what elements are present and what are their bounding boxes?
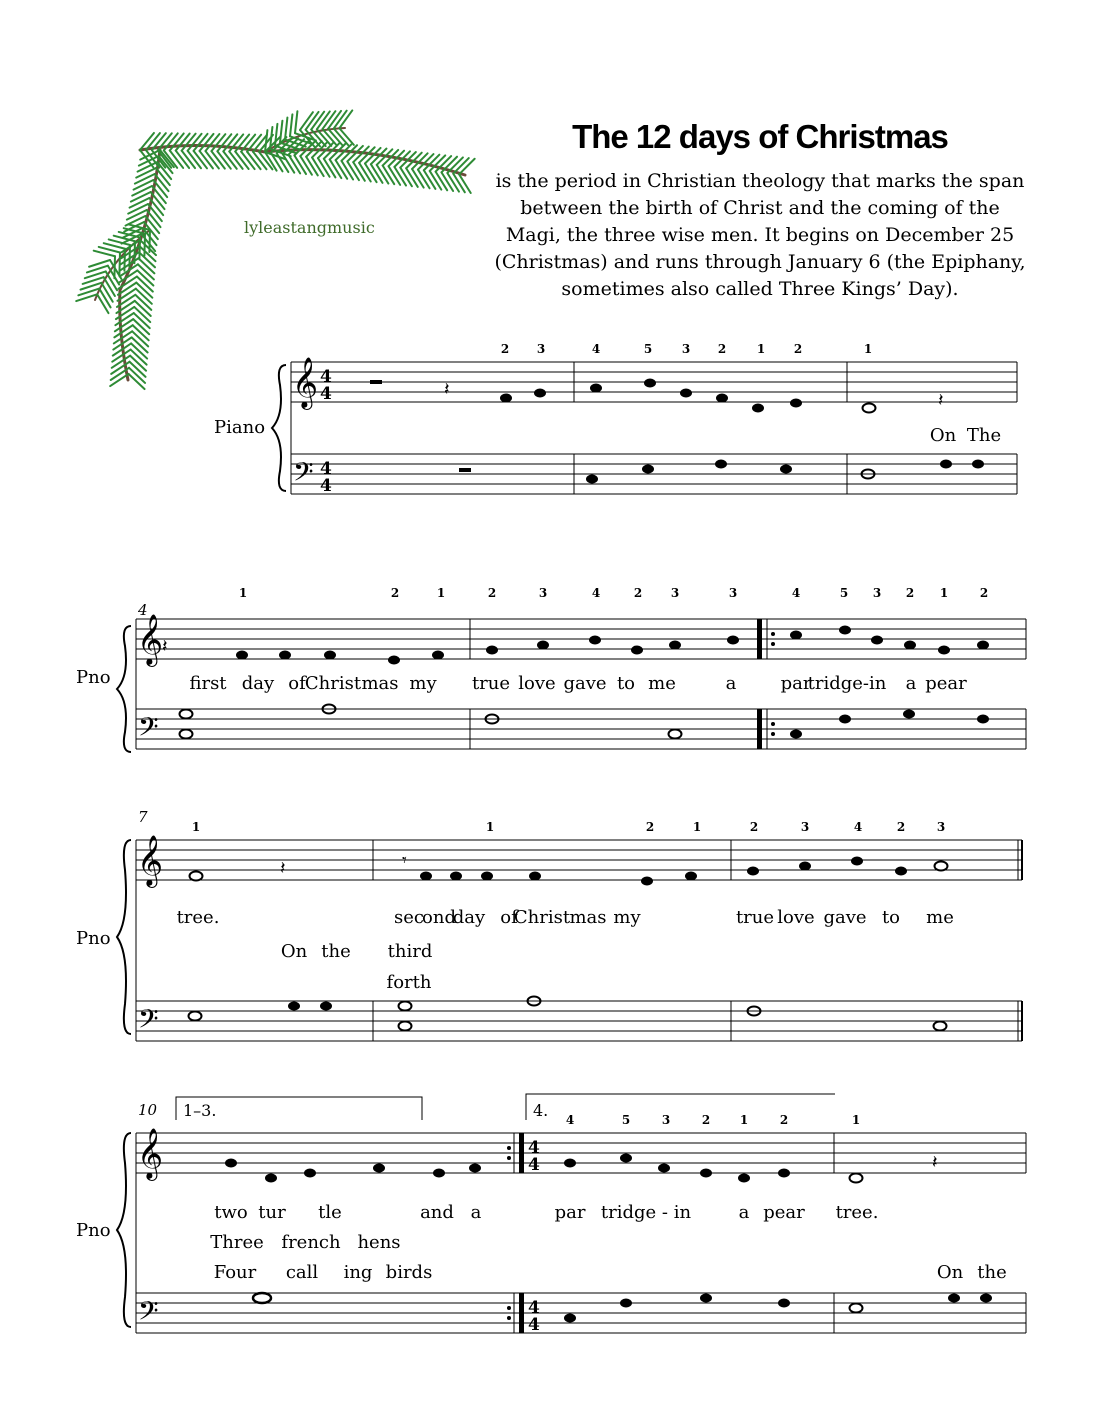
- treble-clef-icon: 𝄞: [292, 357, 319, 408]
- lyric: On: [929, 425, 957, 446]
- lyric: a: [738, 1202, 750, 1223]
- fingering: 1: [851, 1113, 861, 1127]
- lyric: gave: [563, 673, 607, 694]
- fingering: 1: [739, 1113, 749, 1127]
- lyric: forth: [386, 972, 432, 993]
- pine-needle: [136, 168, 156, 178]
- lyric: a: [725, 673, 737, 694]
- pine-needle: [400, 168, 412, 187]
- svg-text:4: 4: [528, 1298, 540, 1318]
- fingering: 1: [863, 342, 873, 356]
- pine-needle: [294, 155, 306, 174]
- fingering: 5: [839, 586, 849, 600]
- pine-needle: [289, 155, 301, 174]
- fingering: 2: [500, 342, 510, 356]
- pine-needle: [389, 166, 401, 185]
- lyric: birds: [385, 1262, 433, 1283]
- pine-needle: [139, 238, 140, 260]
- fingering: 4: [791, 586, 801, 600]
- lyric: call: [285, 1262, 319, 1283]
- pine-needle: [430, 171, 442, 190]
- pine-needle: [135, 174, 155, 184]
- pine-needle: [290, 114, 292, 136]
- pine-needle: [147, 210, 161, 227]
- fingering: 1: [238, 586, 248, 600]
- fingering: 3: [872, 586, 882, 600]
- fingering: 2: [645, 820, 655, 834]
- fingering: 4: [853, 820, 863, 834]
- lyric: ond: [422, 907, 456, 928]
- volta-1-label: 1–3.: [183, 1101, 217, 1120]
- lyric: par: [780, 673, 812, 694]
- lyric: On: [936, 1262, 964, 1283]
- pine-needle: [406, 168, 418, 187]
- lyric: hens: [357, 1232, 401, 1253]
- pine-needle: [447, 173, 459, 192]
- pine-needle: [130, 198, 150, 208]
- svg-text:𝄽: 𝄽: [932, 1152, 938, 1173]
- svg-text:4: 4: [320, 459, 332, 479]
- lyric: a: [905, 673, 917, 694]
- fingering: 1: [756, 342, 766, 356]
- fingering: 1: [436, 586, 446, 600]
- lyric: to: [881, 907, 901, 928]
- page-title: The 12 days of Christmas: [572, 118, 948, 155]
- pine-needle: [124, 249, 125, 271]
- notes: [500, 379, 984, 484]
- lyric: french: [281, 1232, 341, 1253]
- fingering: 1: [191, 820, 201, 834]
- branding-text: lyleastangmusic: [244, 218, 375, 237]
- lyric: mas: [361, 673, 399, 694]
- fingering: 2: [390, 586, 400, 600]
- lyric: sec: [394, 907, 424, 928]
- pine-needle: [119, 253, 120, 275]
- lyric: love: [518, 673, 556, 694]
- lyric: pear: [763, 1202, 805, 1223]
- svg-text:4: 4: [528, 1138, 540, 1158]
- pine-branch-image: [76, 110, 474, 389]
- lyric: me: [648, 673, 676, 694]
- fingering: 5: [643, 342, 653, 356]
- fingering: 3: [681, 342, 691, 356]
- pine-needle: [371, 164, 383, 183]
- lyric: to: [616, 673, 636, 694]
- pine-needle: [365, 164, 377, 183]
- fingering: 3: [936, 820, 946, 834]
- lyric: love: [777, 907, 815, 928]
- svg-text:𝄽: 𝄽: [444, 379, 450, 400]
- lyric: my: [409, 673, 437, 694]
- lyric: pear: [925, 673, 967, 694]
- pine-needle: [156, 168, 170, 185]
- fingering: 3: [728, 586, 738, 600]
- fingering: 1: [692, 820, 702, 834]
- pine-needle: [283, 154, 295, 173]
- pine-needle: [330, 159, 342, 178]
- fingering: 2: [487, 586, 497, 600]
- svg-text:4: 4: [528, 1155, 540, 1175]
- pine-needle: [412, 169, 424, 188]
- pine-needle: [441, 172, 453, 191]
- time-signature: 4: [320, 367, 332, 387]
- pine-needle: [341, 161, 353, 180]
- pine-needle: [383, 166, 395, 185]
- pine-needle: [115, 319, 133, 331]
- pine-needle: [285, 118, 287, 140]
- pine-needle: [280, 121, 282, 143]
- bass-clef-icon: 𝄢: [293, 456, 314, 494]
- fingering: 1: [939, 586, 949, 600]
- pine-needle: [112, 356, 130, 368]
- pine-needle: [347, 161, 359, 180]
- instrument-label: Pno: [76, 928, 111, 949]
- fingering: 2: [896, 820, 906, 834]
- lyric: of: [288, 673, 306, 694]
- fingering: 4: [591, 342, 601, 356]
- fingering: 2: [701, 1113, 711, 1127]
- pine-needle: [144, 234, 145, 256]
- pine-needle: [153, 180, 167, 197]
- fingering: 2: [979, 586, 989, 600]
- pine-needle: [127, 210, 147, 220]
- lyric: day: [452, 907, 486, 928]
- fingering: 5: [621, 1113, 631, 1127]
- pine-needle: [306, 157, 318, 176]
- pine-needle: [129, 245, 130, 267]
- lyric: mas: [569, 907, 607, 928]
- lyric: two: [214, 1202, 248, 1223]
- pine-needle: [148, 204, 162, 221]
- fingering: 3: [800, 820, 810, 834]
- lyric: gave: [823, 907, 867, 928]
- lyric: ing: [343, 1262, 373, 1283]
- pine-needle: [377, 165, 389, 184]
- lyric: true: [471, 673, 511, 694]
- pine-needle: [114, 325, 132, 337]
- measure-number: 7: [138, 808, 148, 826]
- pine-needle: [295, 111, 297, 133]
- lyric: tur: [258, 1202, 286, 1223]
- volta-2-label: 4.: [533, 1101, 549, 1120]
- pine-needle: [128, 204, 148, 214]
- system-1: [214, 357, 1017, 496]
- fingering: 3: [538, 586, 548, 600]
- pine-needle: [131, 192, 151, 202]
- pine-needle: [97, 294, 108, 313]
- svg-text:𝄞: 𝄞: [137, 614, 164, 665]
- pine-needle: [138, 162, 158, 172]
- lyric: first: [189, 673, 227, 694]
- pine-needle: [108, 266, 119, 285]
- pine-needle: [94, 251, 115, 257]
- pine-needle: [336, 160, 348, 179]
- svg-text:𝄢: 𝄢: [138, 1003, 159, 1041]
- lyric: the: [977, 1262, 1007, 1283]
- measure-number: 10: [138, 1101, 158, 1119]
- fingering: 3: [536, 342, 546, 356]
- fingering: 2: [749, 820, 759, 834]
- fingering: 4: [565, 1113, 575, 1127]
- svg-text:𝄽: 𝄽: [162, 636, 168, 657]
- svg-text:𝄢: 𝄢: [138, 1295, 159, 1333]
- pine-needle: [300, 156, 312, 175]
- pine-needle: [459, 174, 471, 193]
- lyric: tree.: [835, 1202, 879, 1223]
- svg-text:𝄞: 𝄞: [137, 835, 164, 886]
- instrument-label: Piano: [214, 417, 266, 438]
- pine-needle: [436, 172, 448, 191]
- brace: [272, 365, 286, 491]
- lyric: the: [321, 941, 351, 962]
- lyric: a: [470, 1202, 482, 1223]
- fingering: 1: [485, 820, 495, 834]
- lyric: day: [241, 673, 275, 694]
- pine-needle: [424, 170, 436, 189]
- lyric: of: [500, 907, 518, 928]
- lyric: tridge - in: [600, 1202, 692, 1223]
- lyric: third: [387, 941, 433, 962]
- pine-needle: [359, 163, 371, 182]
- pine-needle: [312, 157, 324, 176]
- lyric: tree.: [176, 907, 220, 928]
- fingering: 2: [779, 1113, 789, 1127]
- pine-needle: [149, 230, 150, 252]
- fingering: 2: [633, 586, 643, 600]
- svg-text:4: 4: [528, 1315, 540, 1335]
- pine-needle: [99, 247, 120, 253]
- fingering: 4: [591, 586, 601, 600]
- pine-needle: [149, 198, 163, 215]
- measure-number: 4: [138, 601, 148, 619]
- svg-text:𝄽: 𝄽: [280, 858, 286, 879]
- svg-text:𝄾: 𝄾: [402, 850, 407, 871]
- pine-needle: [132, 186, 152, 196]
- fingering: 2: [905, 586, 915, 600]
- lyric: and: [420, 1202, 454, 1223]
- lyric: The: [966, 425, 1002, 446]
- fingering: 2: [793, 342, 803, 356]
- pine-needle: [453, 174, 465, 193]
- fingering: 2: [717, 342, 727, 356]
- lyric: Four: [213, 1262, 257, 1283]
- fingering: 3: [661, 1113, 671, 1127]
- svg-text:𝄽: 𝄽: [938, 390, 944, 411]
- lyric: par: [554, 1202, 586, 1223]
- instrument-label: Pno: [76, 1220, 111, 1241]
- fingering: 3: [670, 586, 680, 600]
- pine-needle: [155, 174, 169, 191]
- pine-needle: [110, 374, 128, 386]
- svg-text:4: 4: [320, 384, 332, 404]
- pine-needle: [104, 277, 115, 296]
- pine-needle: [418, 170, 430, 189]
- pine-needle: [324, 159, 336, 178]
- pine-needle: [275, 124, 277, 146]
- lyric: Three: [210, 1232, 264, 1253]
- svg-text:𝄞: 𝄞: [137, 1128, 164, 1179]
- pine-needle: [99, 289, 110, 308]
- pine-needle: [134, 180, 154, 190]
- pine-needle: [101, 283, 112, 302]
- lyric: Christ: [304, 673, 362, 694]
- pine-needle: [145, 216, 159, 233]
- lyric: tridge-in: [807, 673, 887, 694]
- pine-needle: [119, 232, 140, 238]
- lyric: my: [613, 907, 641, 928]
- pine-needle: [134, 241, 135, 263]
- pine-needle: [394, 167, 406, 186]
- lyric: me: [926, 907, 954, 928]
- lyric: tle: [318, 1202, 342, 1223]
- lyric: true: [735, 907, 775, 928]
- instrument-label: Pno: [76, 667, 111, 688]
- pine-needle: [112, 350, 130, 362]
- pine-needle: [318, 158, 330, 177]
- svg-text:𝄢: 𝄢: [138, 711, 159, 749]
- intro-paragraph: is the period in Christian theology that marks the span between the birth of Christ and the coming of the Magi, the three wise men. It begins on December 25 (Christmas) and runs through January 6 (the Epiphany, sometimes also called Three Kings’ Day).: [494, 170, 1026, 300]
- svg-text:4: 4: [320, 476, 332, 496]
- lyric: On: [280, 941, 308, 962]
- pine-needle: [353, 162, 365, 181]
- lyric: Christ: [513, 907, 571, 928]
- pine-needle: [115, 313, 133, 325]
